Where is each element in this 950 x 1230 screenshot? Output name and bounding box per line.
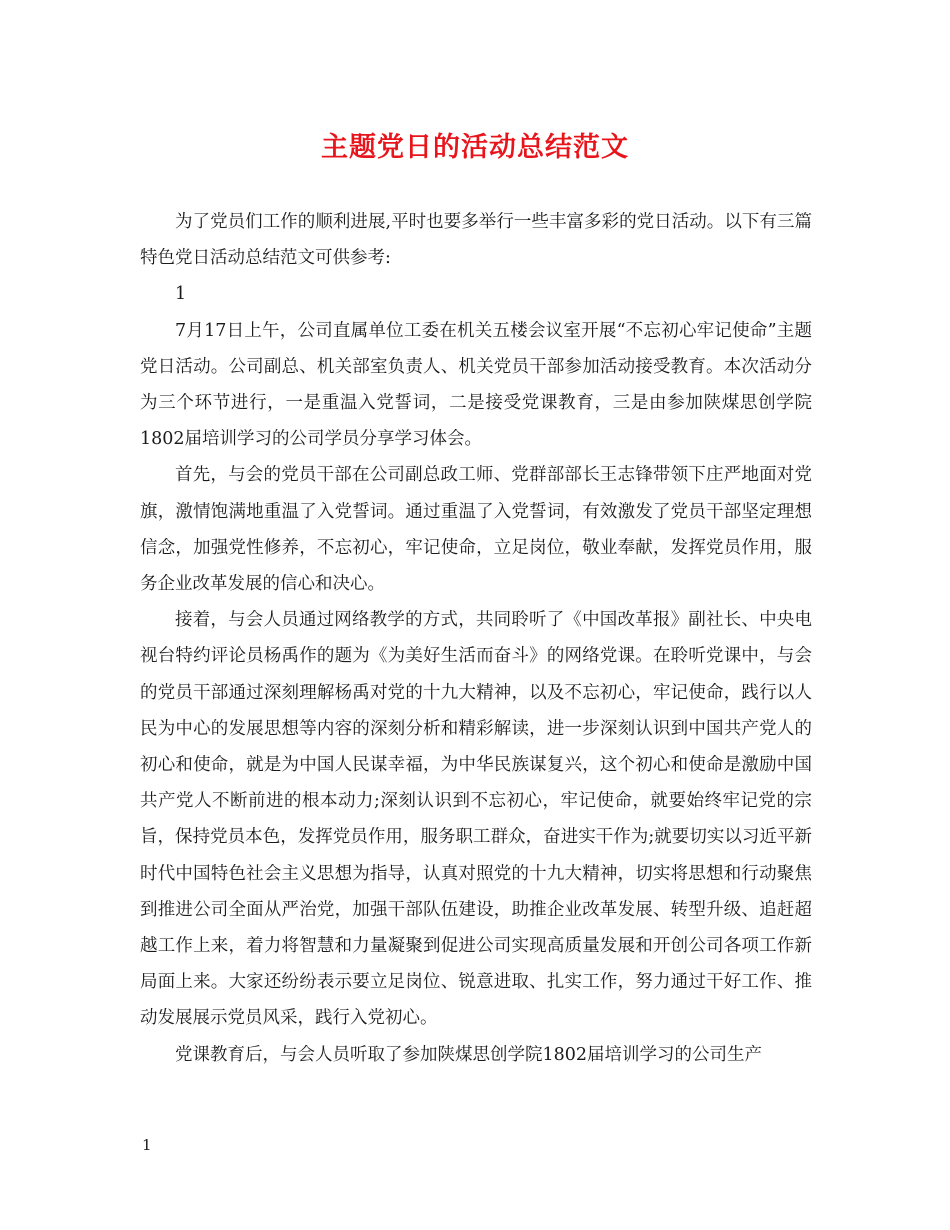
- intro-paragraph: 为了党员们工作的顺利进展,平时也要多举行一些丰富多彩的党日活动。以下有三篇特色党日活动总结范文可供参考:: [140, 212, 812, 269]
- document-body: [140, 204, 812, 1073]
- activity-overview-paragraph: 7月17日上午，公司直属单位工委在机关五楼会议室开展“不忘初心牢记使命”主题党日活动。公司副总、机关部室负责人、机关党员干部参加活动接受教育。本次活动分为三个环节进行，一是重温入党誓词，二是接受党课教育，三是由参加陕煤思创学院1802届培训学习的公司学员分享学习体会。: [140, 320, 812, 450]
- party-lecture-paragraph: 接着，与会人员通过网络教学的方式，共同聆听了《中国改革报》副社长、中央电视台特约评论员杨禹作的题为《为美好生活而奋斗》的网络党课。在聆听党课中，与会的党员干部通过深刻理解杨禹对党的十九大精神，以及不忘初心，牢记使命，践行以人民为中心的发展思想等内容的深刻分析和精彩解读，进一步深刻认识到中国共产党人的初心和使命，就是为中国人民谋幸福，为中华民族谋复兴，这个初心和使命是激励中国共产党人不断前进的根本动力;深刻认识到不忘初心，牢记使命，就要始终牢记党的宗旨，保持党员本色，发挥党员作用，服务职工群众，奋进实干作为;就要切实以习近平新时代中国特色社会主义思想为指导，认真对照党的十九大精神，切实将思想和行动聚焦到推进公司全面从严治党，加强干部队伍建设，助推企业改革发展、转型升级、追赶超越工作上来，着力将智慧和力量凝聚到促进公司实现高质量发展和开创公司各项工作新局面上来。大家还纷纷表示要立足岗位、锐意进取、扎实工作，努力通过干好工作、推动发展展示党员风采，践行入党初心。: [140, 610, 812, 1029]
- section-number: 1: [175, 284, 187, 305]
- footer-page-number: 1: [142, 1136, 152, 1154]
- oath-review-paragraph: 首先，与会的党员干部在公司副总政工师、党群部部长王志锋带领下庄严地面对党旗，激情饱满地重温了入党誓词。通过重温了入党誓词，有效激发了党员干部坚定理想信念，加强党性修养，不忘初心，牢记使命，立足岗位，敬业奉献，发挥党员作用，服务企业改革发展的信心和决心。: [140, 465, 812, 595]
- document-title: 主题党日的活动总结范文: [321, 132, 629, 163]
- sharing-session-paragraph: 党课教育后，与会人员听取了参加陕煤思创学院1802届培训学习的公司生产: [175, 1044, 763, 1065]
